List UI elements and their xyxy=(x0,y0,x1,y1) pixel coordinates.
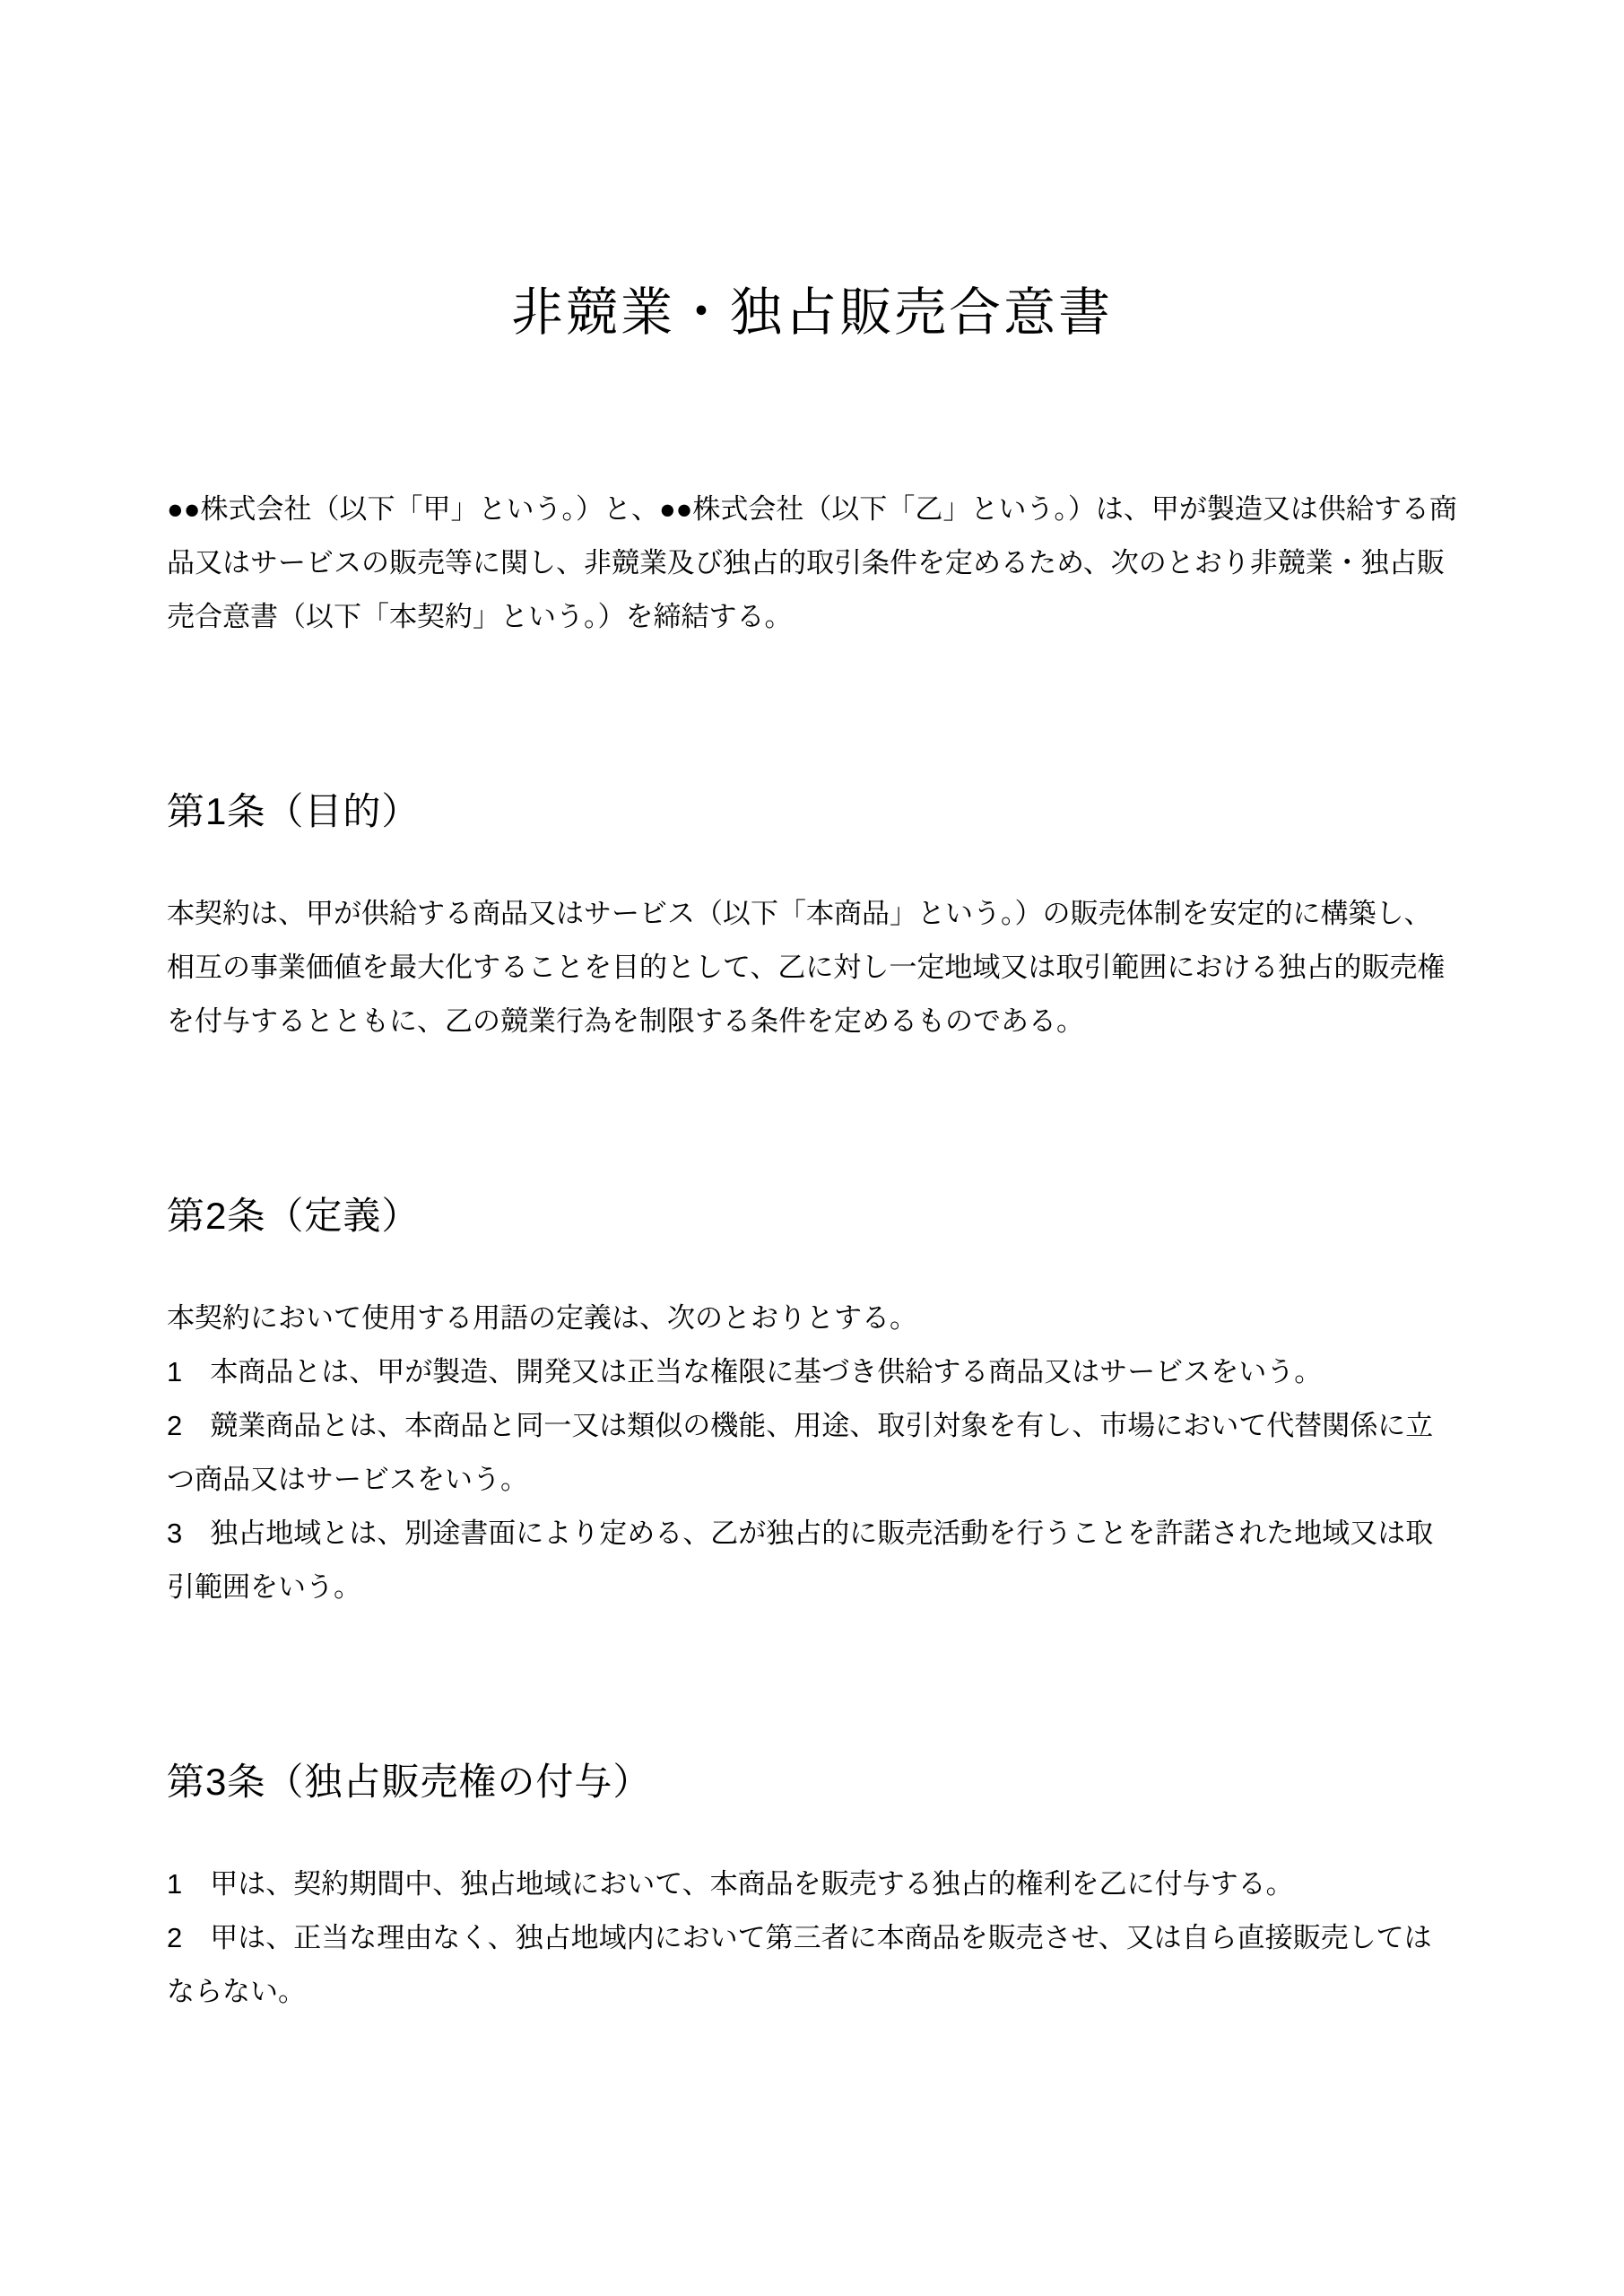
section-heading-article-3: 第3条（独占販売権の付与） xyxy=(167,1761,652,1803)
section-body-article-3 xyxy=(167,1857,1457,2019)
numbered-item-1: 1 本商品とは、甲が製造、開発又は正当な権限に基づき供給する商品又はサービスをいう。 xyxy=(167,1356,1323,1387)
section-article-2 xyxy=(167,1195,1457,1614)
document-title: 非競業・独占販売合意書 xyxy=(510,283,1113,342)
section-body-article-2 xyxy=(167,1292,1457,1614)
section-body-article-1 xyxy=(167,887,1457,1048)
paragraph: 本契約において使用する用語の定義は、次のとおりとする。 xyxy=(167,1302,917,1334)
section-article-3 xyxy=(167,1761,1457,2019)
numbered-item-3: 3 独占地域とは、別途書面により定める、乙が独占的に販売活動を行うことを許諾された地域又は取引範囲をいう。 xyxy=(167,1518,1434,1603)
numbered-item-1: 1 甲は、契約期間中、独占地域において、本商品を販売する独占的権利を乙に付与する。 xyxy=(167,1868,1294,1900)
intro-paragraph: ●●株式会社（以下「甲」という。）と、●●株式会社（以下「乙」という。）は、甲が製造又は供給する商品又はサービスの販売等に関し、非競業及び独占的取引条件を定めるため、次のとおり非競業・独占販売合意書（以下「本契約」という。）を締結する。 xyxy=(167,493,1457,632)
numbered-item-2: 2 競業商品とは、本商品と同一又は類似の機能、用途、取引対象を有し、市場において代替関係に立つ商品又はサービスをいう。 xyxy=(167,1410,1434,1495)
numbered-item-2: 2 甲は、正当な理由なく、独占地域内において第三者に本商品を販売させ、又は自ら直接販売してはならない。 xyxy=(167,1922,1432,2007)
paragraph: 本契約は、甲が供給する商品又はサービス（以下「本商品」という。）の販売体制を安定的に構築し、相互の事業価値を最大化することを目的として、乙に対し一定地域又は取引範囲における独占的販売権を付与するとともに、乙の競業行為を制限する条件を定めるものである。 xyxy=(167,898,1446,1037)
section-heading-article-2: 第2条（定義） xyxy=(167,1195,421,1237)
section-heading-article-1: 第1条（目的） xyxy=(167,790,421,832)
section-article-1 xyxy=(167,790,1457,1048)
